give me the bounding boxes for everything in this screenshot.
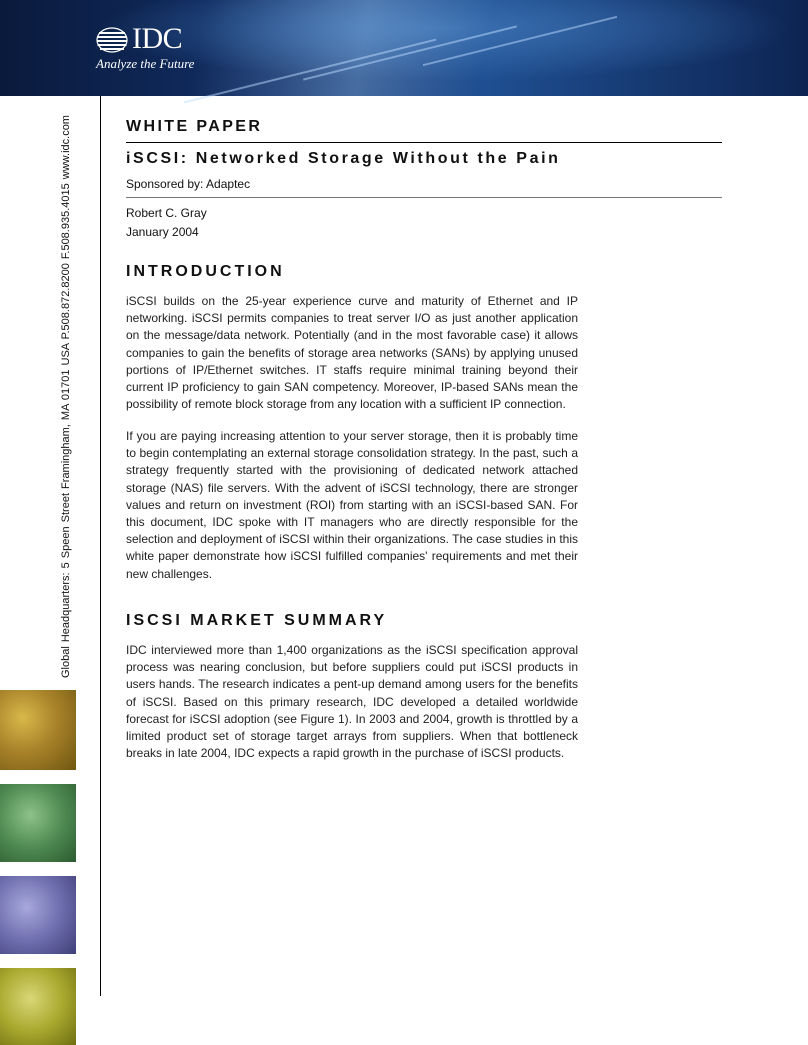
globe-icon	[96, 27, 128, 53]
banner-light-streak	[184, 39, 437, 104]
sponsor-line: Sponsored by: Adaptec	[126, 177, 251, 191]
decorative-tile-olive	[0, 968, 76, 1045]
section-heading-introduction: INTRODUCTION	[126, 263, 285, 280]
margin-rule	[100, 96, 101, 996]
publication-date: January 2004	[126, 225, 199, 239]
headquarters-address: Global Headquarters: 5 Speen Street Framingham, MA 01701 USA P.508.872.8200 F.508.935.4015 www.idc.com	[60, 115, 72, 678]
document-title: iSCSI: Networked Storage Without the Pain	[126, 150, 561, 167]
author-name: Robert C. Gray	[126, 206, 207, 220]
introduction-paragraph: If you are paying increasing attention to your server storage, then it is probably time to begin contemplating an external storage consolidation strategy. In the past, such a strategy frequently started with the provisioning of dedicated network attached storage (NAS) file servers. With the advent of iSCSI technology, there are stronger values and return on investment (ROI) from starting with an iSCSI-based SAN. For this document, IDC spoke with IT managers who are directly responsible for the selection and deployment of iSCSI within their organizations. The case studies in this white paper demonstrate how iSCSI fulfilled companies' requirements and met their new challenges.	[126, 429, 578, 581]
decorative-tile-purple	[0, 876, 76, 954]
decorative-tile-green	[0, 784, 76, 862]
idc-logo	[96, 24, 206, 74]
brand-name: IDC	[132, 22, 183, 55]
section-heading-market-summary: ISCSI MARKET SUMMARY	[126, 612, 388, 629]
decorative-tile-gold	[0, 690, 76, 770]
banner-light-streak	[303, 25, 517, 80]
header-banner	[0, 0, 808, 96]
market-summary-paragraph: IDC interviewed more than 1,400 organizations as the iSCSI specification approval process was nearing conclusion, but before suppliers could put iSCSI products in users hands. The research indicates a pent-up demand among users for the benefits of iSCSI. Based on this primary research, IDC developed a detailed worldwide forecast for iSCSI adoption (see Figure 1). In 2003 and 2004, growth is throttled by a limited product set of storage target arrays from suppliers. When that bottleneck breaks in late 2004, IDC expects a rapid growth in the purchase of iSCSI products.	[126, 643, 578, 761]
document-type: WHITE PAPER	[126, 118, 263, 135]
introduction-paragraph: iSCSI builds on the 25-year experience curve and maturity of Ethernet and IP networking. iSCSI permits companies to treat server I/O as just another application on the message/data network. Potentially (and in the most favorable case) it allows companies to gain the benefits of storage area networks (SANs) by applying unused portions of IP/Ethernet switches. IT staffs require minimal training beyond their current IP proficiency to gain SAN competency. Moreover, IP-based SANs mean the possibility of remote block storage from any location with a sufficient IP connection.	[126, 294, 578, 412]
title-divider	[126, 142, 722, 143]
sponsor-divider	[126, 197, 722, 198]
brand-tagline: Analyze the Future	[96, 56, 195, 71]
